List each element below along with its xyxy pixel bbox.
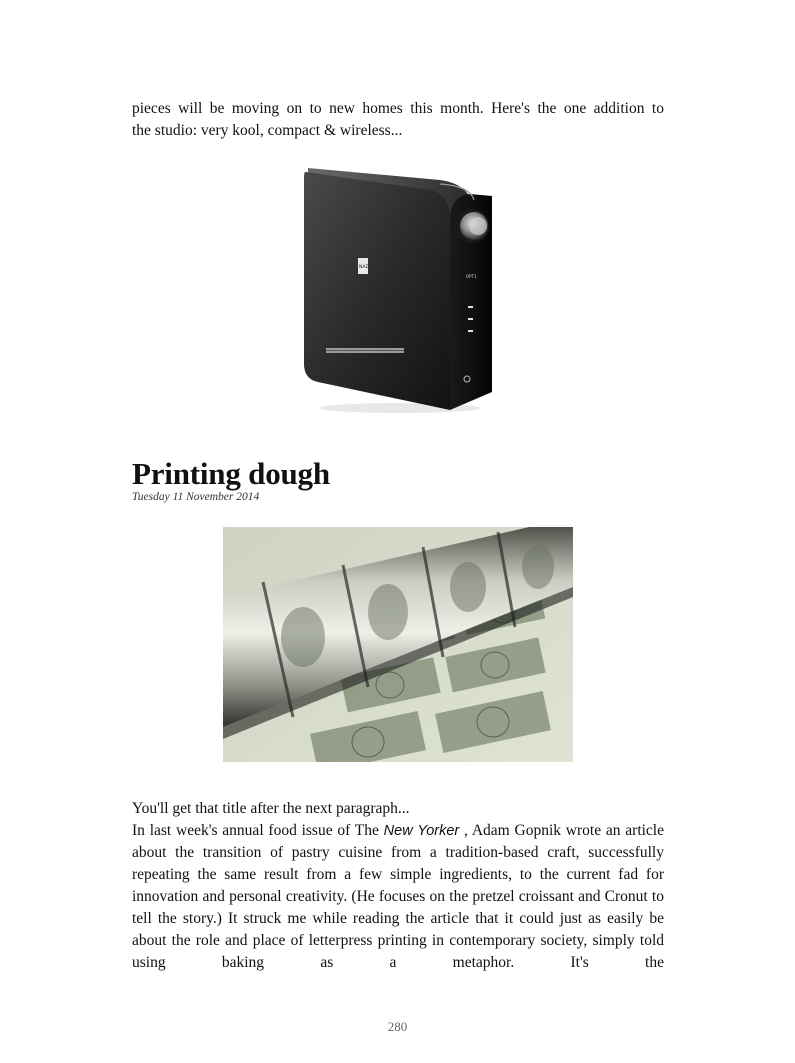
brand-logo: NAD — [359, 265, 369, 270]
amplifier-photo — [300, 160, 505, 415]
page-number: 280 — [387, 1019, 408, 1034]
body-text-rest: , Adam Gopnik wrote an article about the transition of pastry cuisine from a tradition-based craft, successfully repeating the same result from a few simple ingredients, to the current fad for innovation and personal creativity. (He focuses on the pretzel croissant and Cronut to tell the story.) It struck me while reading the article that it could just as easily be about the role and place of letterpress printing in contemporary society, simply told using baking as a metaphor. It's the — [132, 822, 664, 971]
post-lead: You'll get that title after the next paragraph... — [132, 800, 410, 817]
intro-paragraph — [132, 98, 664, 142]
printing-press-photo — [223, 527, 573, 762]
post-body — [132, 820, 664, 974]
body-text-start: In last week's annual food issue of The — [132, 822, 384, 839]
post-title: Printing dough — [132, 456, 330, 491]
magazine-name: New Yorker — [383, 823, 460, 839]
post-date: Tuesday 11 November 2014 — [132, 491, 260, 503]
input-label: OPT1 — [466, 274, 477, 279]
intro-line-1: pieces will be moving on to new homes this month. Here's the one addition to — [132, 100, 664, 117]
intro-line-2: the studio: very kool, compact & wireless... — [132, 122, 403, 139]
